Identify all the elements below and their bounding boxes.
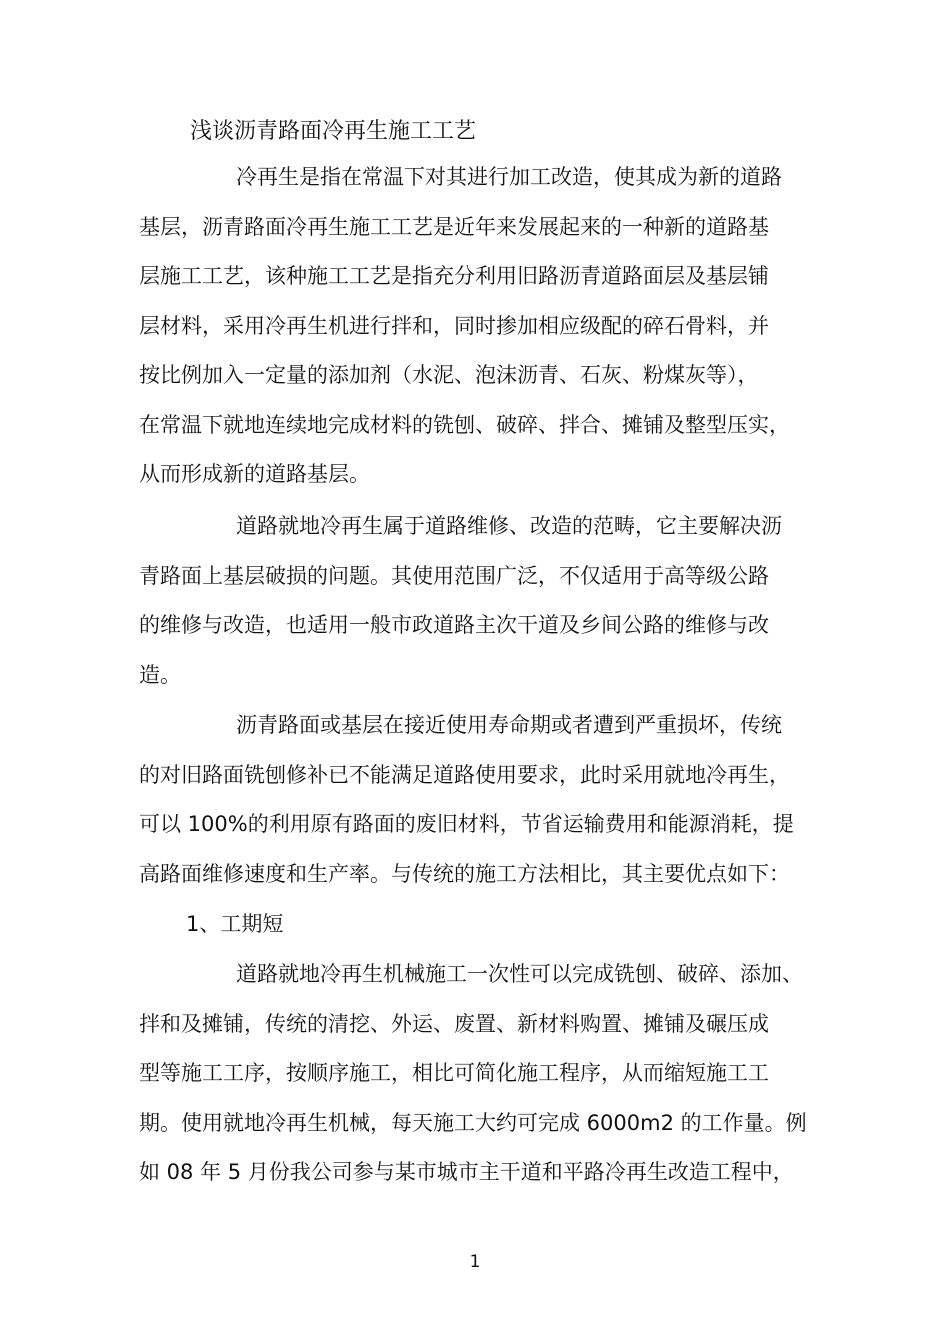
paragraph-line: 的对旧路面铣刨修补已不能满足道路使用要求，此时采用就地冷再生， bbox=[139, 763, 790, 787]
paragraph-line: 高路面维修速度和生产率。与传统的施工方法相比，其主要优点如下： bbox=[139, 862, 790, 886]
page-number: 1 bbox=[469, 1252, 481, 1272]
paragraph-line: 期。使用就地冷再生机械，每天施工大约可完成 6000m2 的工作量。例 bbox=[139, 1111, 807, 1135]
paragraph-line: 的维修与改造，也适用一般市政道路主次干道及乡间公路的维修与改 bbox=[139, 613, 769, 637]
paragraph-line: 冷再生是指在常温下对其进行加工改造，使其成为新的道路 bbox=[236, 165, 782, 189]
paragraph-line: 可以 100%的利用原有路面的废旧材料，节省运输费用和能源消耗，提 bbox=[139, 812, 794, 836]
paragraph-line: 型等施工工序，按顺序施工，相比可简化施工程序，从而缩短施工工 bbox=[139, 1061, 769, 1085]
paragraph-line: 道路就地冷再生机械施工一次性可以完成铣刨、破碎、添加、 bbox=[236, 962, 803, 986]
paragraph-line: 按比例加入一定量的添加剂（水泥、泡沫沥青、石灰、粉煤灰等）， bbox=[139, 363, 759, 387]
paragraph-line: 基层，沥青路面冷再生施工工艺是近年来发展起来的一种新的道路基 bbox=[139, 215, 769, 239]
paragraph-line: 造。 bbox=[139, 663, 181, 687]
paragraph-line: 层施工工艺，该种施工工艺是指充分利用旧路沥青道路面层及基层铺 bbox=[139, 264, 769, 288]
paragraph-line: 在常温下就地连续地完成材料的铣刨、破碎、拌合、摊铺及整型压实， bbox=[139, 413, 790, 437]
document-title: 浅谈沥青路面冷再生施工工艺 bbox=[190, 119, 477, 144]
paragraph-line: 道路就地冷再生属于道路维修、改造的范畴，它主要解决沥 bbox=[236, 514, 782, 538]
paragraph-line: 拌和及摊铺，传统的清挖、外运、废置、新材料购置、摊铺及碾压成 bbox=[139, 1012, 769, 1036]
paragraph-line: 如 08 年 5 月份我公司参与某市城市主干道和平路冷再生改造工程中， bbox=[139, 1160, 794, 1184]
section-heading: 1、工期短 bbox=[186, 912, 284, 936]
paragraph-line: 层材料，采用冷再生机进行拌和，同时掺加相应级配的碎石骨料，并 bbox=[139, 314, 769, 338]
paragraph-line: 从而形成新的道路基层。 bbox=[139, 462, 370, 486]
paragraph-line: 沥青路面或基层在接近使用寿命期或者遭到严重损坏，传统 bbox=[236, 713, 782, 737]
paragraph-line: 青路面上基层破损的问题。其使用范围广泛，不仅适用于高等级公路 bbox=[139, 564, 769, 588]
